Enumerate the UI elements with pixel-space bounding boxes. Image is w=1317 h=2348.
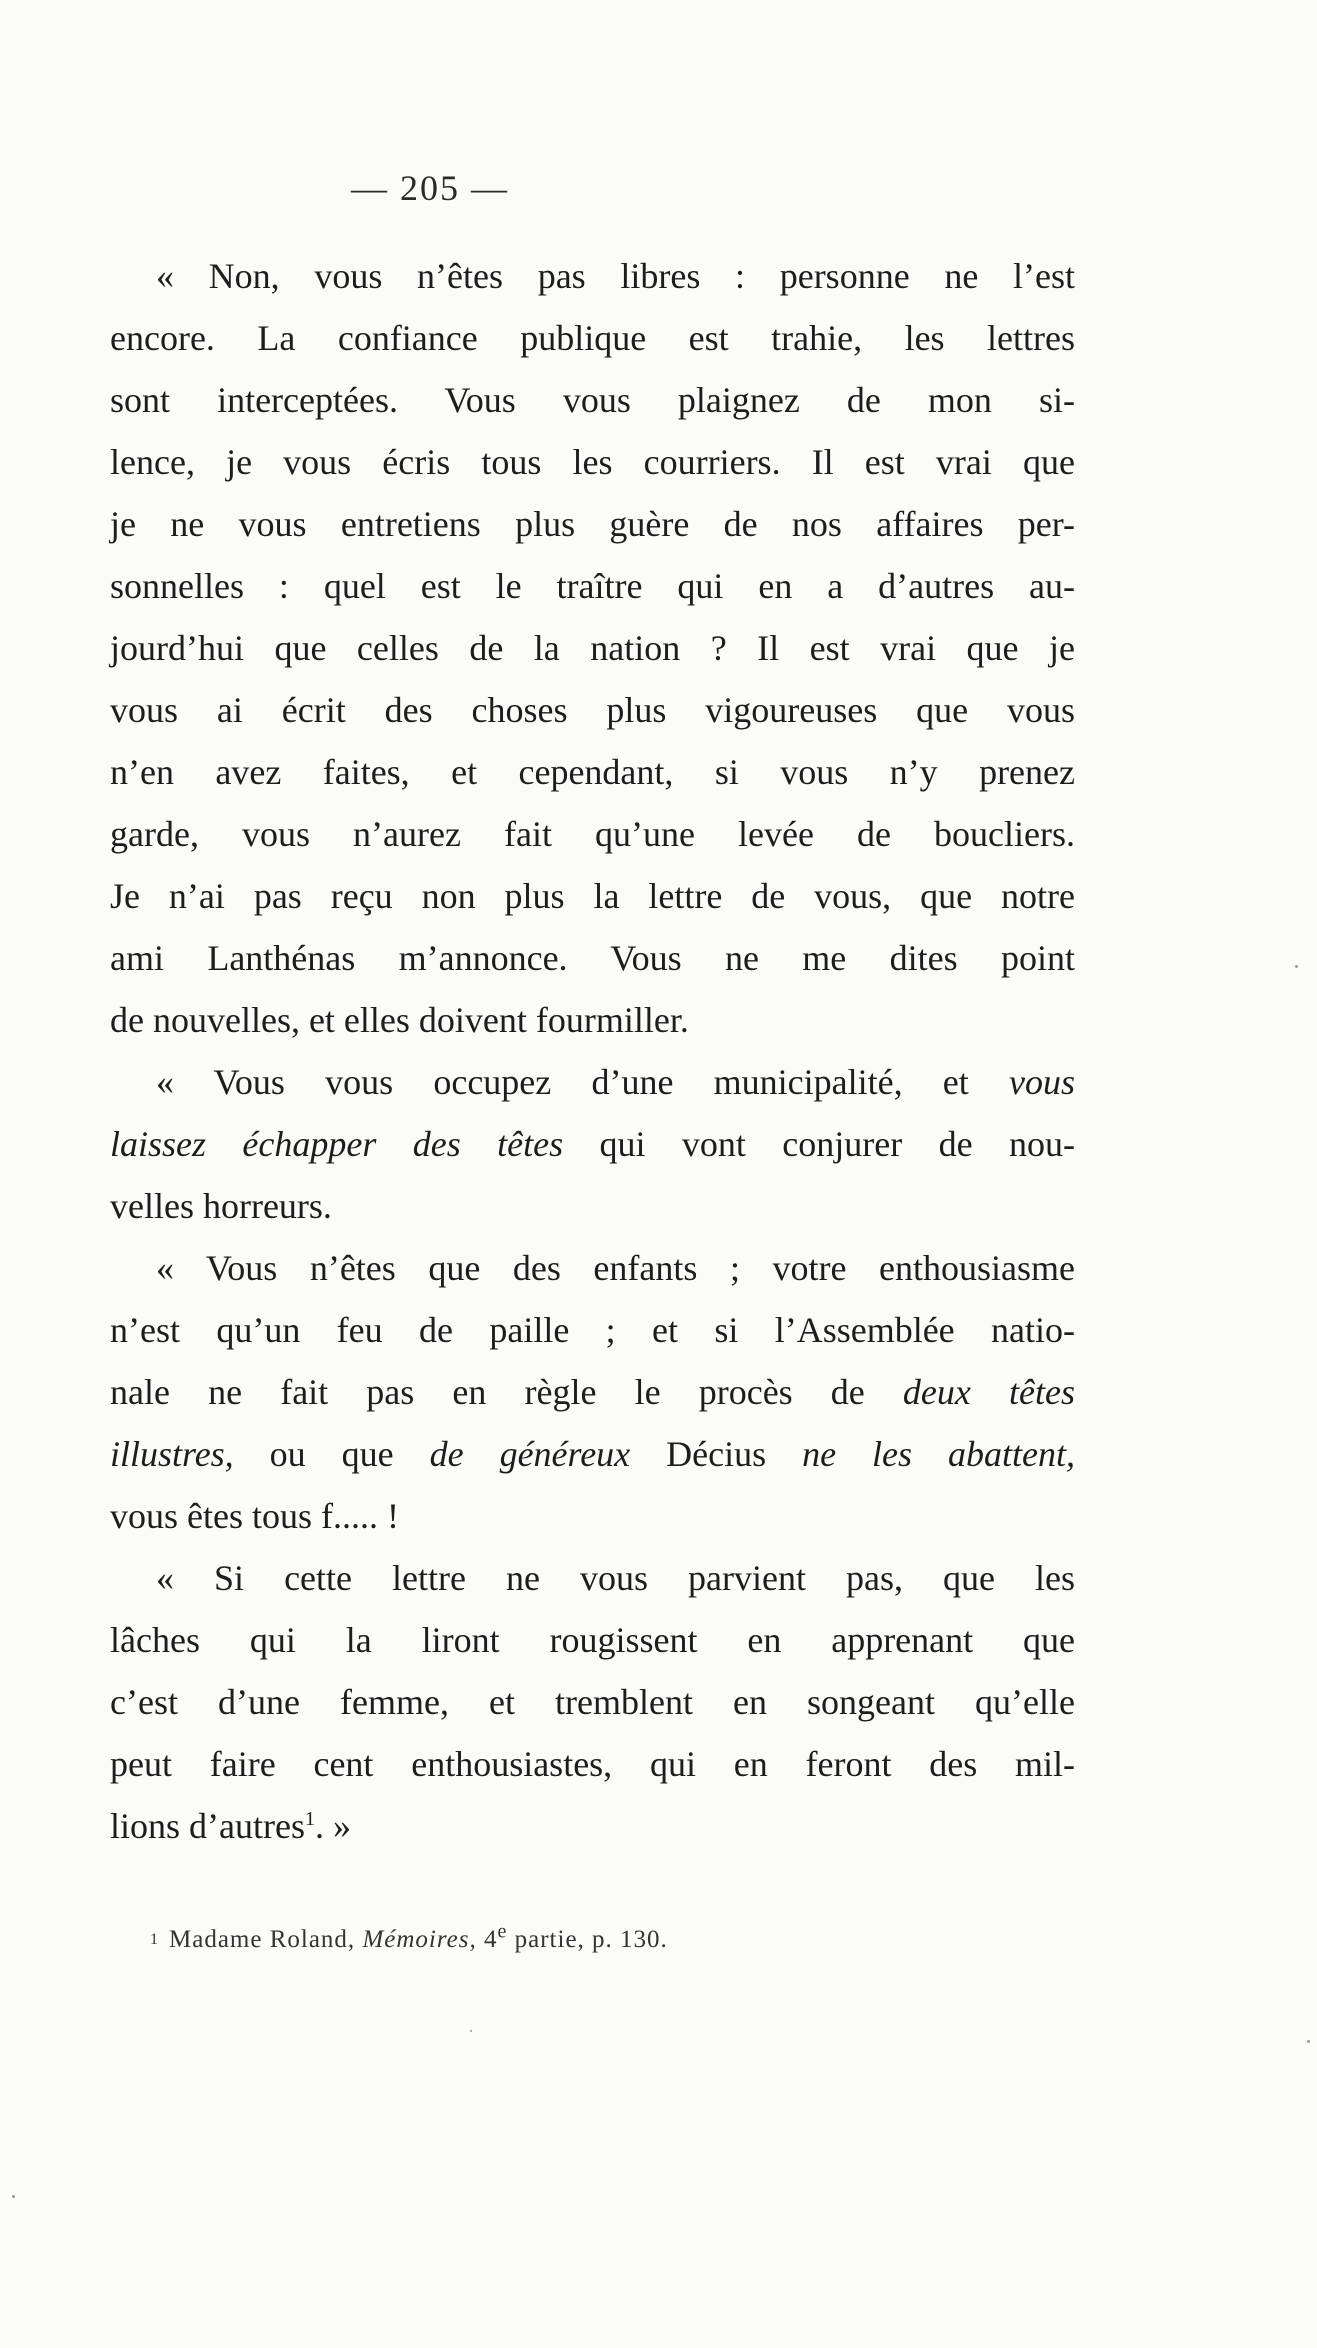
text-segment: nale ne fait pas en règle le procès de [110, 1372, 903, 1412]
italic-segment: illustres, [110, 1434, 234, 1474]
text-line: peut faire cent enthousiastes, qui en feront des mil- [110, 1744, 1075, 1784]
italic-segment: deux têtes [902, 1372, 1075, 1412]
text-segment: « Vous vous occupez d’une municipalité, et [156, 1062, 1009, 1102]
text-line [110, 1051, 1075, 1113]
body-text [110, 245, 1075, 1857]
italic-segment: laissez échapper des têtes [110, 1124, 564, 1164]
footnote [150, 1920, 668, 1960]
italic-segment: ne les abattent, [802, 1434, 1076, 1474]
text-segment: qui vont conjurer de nou- [563, 1124, 1075, 1164]
text-segment: ou que [233, 1434, 430, 1474]
footnote-text: Madame Roland, [169, 1926, 363, 1953]
text-line: lâches qui la liront rougissent en apprenant que [110, 1620, 1075, 1660]
text-line: « Non, vous n’êtes pas libres : personne ne l’est [156, 256, 1075, 296]
text-line: sonnelles : quel est le traître qui en a d’autres au- [110, 566, 1075, 606]
footnote-reference[interactable]: 1 [304, 1808, 315, 1830]
text-line: ami Lanthénas m’annonce. Vous ne me dites point [110, 938, 1075, 978]
paper-speck [1295, 965, 1298, 968]
text-line: lence, je vous écris tous les courriers. Il est vrai que [110, 442, 1075, 482]
text-line: jourd’hui que celles de la nation ? Il est vrai que je [110, 628, 1075, 668]
footnote-text: 4 [476, 1926, 498, 1953]
text-segment: Décius [630, 1434, 803, 1474]
text-line: sont interceptées. Vous vous plaignez de mon si- [110, 380, 1075, 420]
footnote-superscript: e [497, 1920, 508, 1943]
text-line [110, 1113, 1075, 1175]
text-line: vous êtes tous f..... ! [110, 1496, 399, 1536]
italic-segment: vous [1009, 1062, 1075, 1102]
text-line: velles horreurs. [110, 1186, 332, 1226]
text-segment: . » [314, 1806, 351, 1846]
text-line [110, 1795, 1075, 1857]
text-line: garde, vous n’aurez fait qu’une levée de boucliers. [110, 814, 1075, 854]
text-segment: lions d’autres [110, 1806, 305, 1846]
text-line: encore. La confiance publique est trahie, les lettres [110, 318, 1075, 358]
text-line [110, 1423, 1075, 1485]
page-number: — 205 — [351, 168, 509, 208]
text-line: de nouvelles, et elles doivent fourmiller. [110, 1000, 689, 1040]
text-line: n’est qu’un feu de paille ; et si l’Assemblée natio- [110, 1310, 1075, 1350]
paper-speck [1307, 2040, 1310, 2043]
text-line [110, 1361, 1075, 1423]
text-line: Je n’ai pas reçu non plus la lettre de vous, que notre [110, 876, 1075, 916]
text-line: je ne vous entretiens plus guère de nos affaires per- [110, 504, 1075, 544]
text-line: n’en avez faites, et cependant, si vous n’y prenez [110, 752, 1075, 792]
footnote-mark: 1 [150, 1931, 159, 1948]
text-line: c’est d’une femme, et tremblent en songeant qu’elle [110, 1682, 1075, 1722]
footnote-text: partie, p. 130. [507, 1926, 668, 1953]
text-line: « Vous n’êtes que des enfants ; votre enthousiasme [156, 1248, 1075, 1288]
paper-speck [12, 2195, 15, 2198]
paper-speck [470, 2030, 472, 2032]
text-line: « Si cette lettre ne vous parvient pas, que les [156, 1558, 1075, 1598]
footnote-italic: Mémoires, [362, 1926, 477, 1953]
text-line: vous ai écrit des choses plus vigoureuses que vous [110, 690, 1075, 730]
italic-segment: de généreux [429, 1434, 631, 1474]
